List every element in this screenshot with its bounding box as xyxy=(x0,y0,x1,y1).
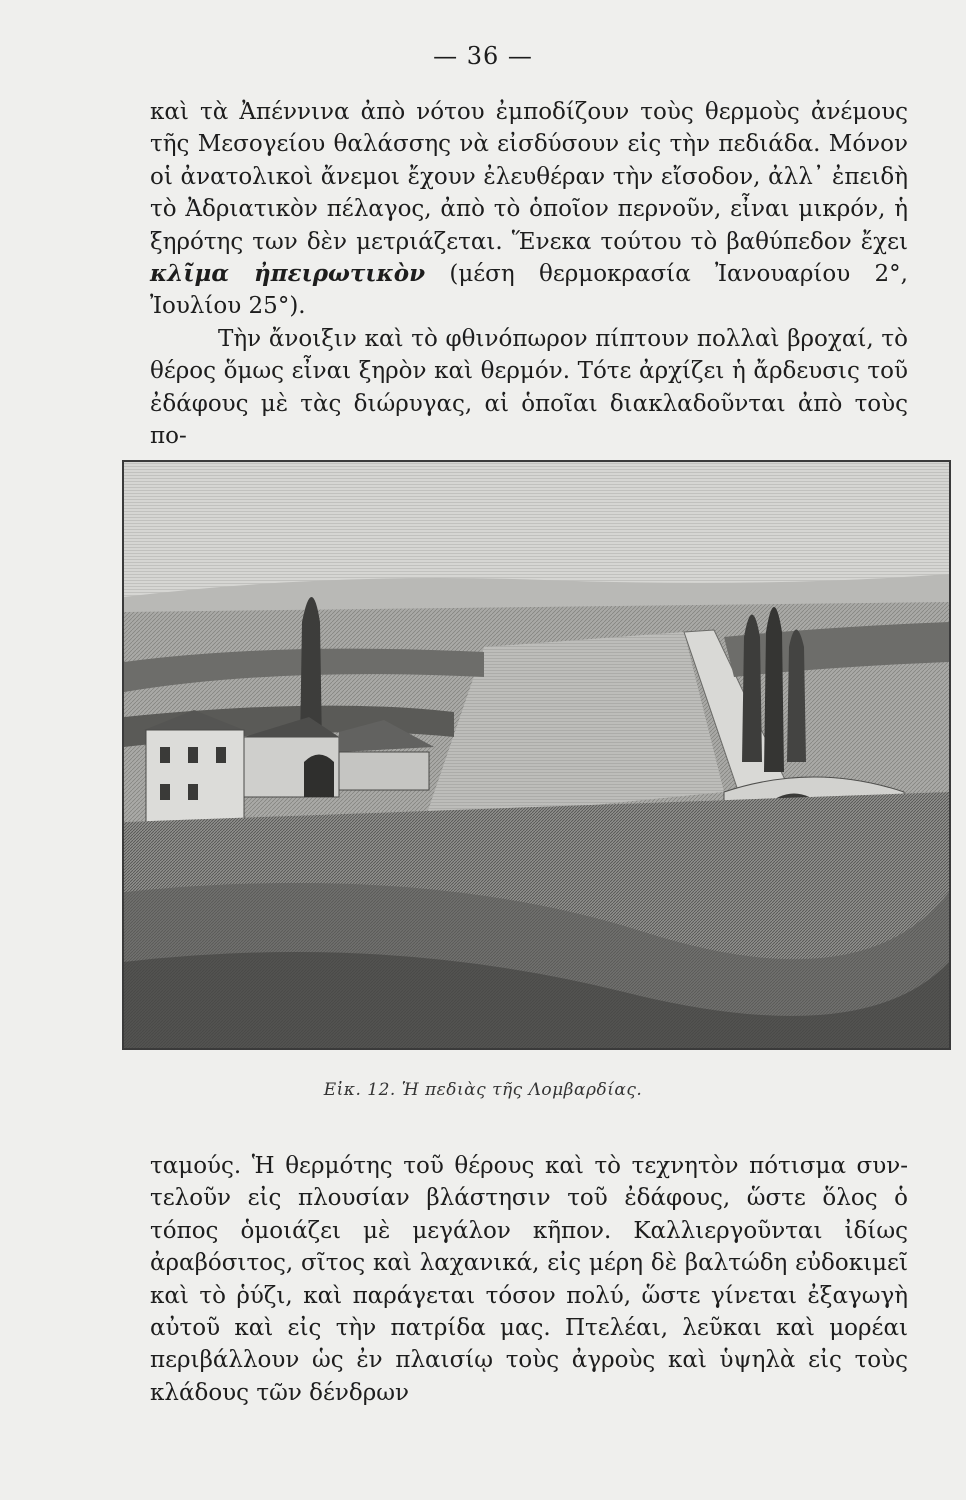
text-line: καὶ τὰ Ἀπέννινα ἀπὸ νότου ἐμποδίζουν τοὺς θερμοὺς ἀνέμους xyxy=(150,99,908,125)
climate-term: κλῖμα ἠπειρωτικὸν xyxy=(150,260,426,288)
text-line: ἐδάφους μὲ τὰς διώρυγας, αἱ ὁποῖαι διακλαδοῦνται ἀπὸ τοὺς πο- xyxy=(150,390,908,450)
text-line: καὶ παράγεται τόσον πολύ, ὥστε γίνεται ἐξαγωγὴ αὐτοῦ καὶ εἰς xyxy=(150,1282,909,1342)
text-line: τὸ Ἀδριατικὸν πέλαγος, ἀπὸ τὸ ὁποῖον περνοῦν, εἶναι μικρόν, xyxy=(150,196,886,223)
text-line: (μέση θερμοκρασία Ἰανουαρίου 2°, xyxy=(425,261,908,288)
text-line: ἔχει xyxy=(860,228,909,255)
text-line: θέρος ὅμως εἶναι ξηρὸν καὶ θερμόν. Τότε ἀρχίζει ἡ ἄρδευσις τοῦ xyxy=(150,358,908,385)
text-line: σῖτος καὶ λαχανικά, εἰς μέρη δὲ βαλτώδη εὐδοκιμεῖ καὶ τὸ ῥύζι, xyxy=(150,1250,908,1309)
text-line: Τὴν ἄνοιξιν καὶ τὸ φθινόπωρον πίπτουν πολλαὶ βροχαί, τὸ xyxy=(218,325,908,352)
figure-caption: Εἰκ. 12. Ἡ πεδιὰς τῆς Λομβαρδίας. xyxy=(323,1080,643,1100)
paragraph-2 xyxy=(150,323,908,453)
text-line: τῆς Μεσογείου θαλάσσης νὰ εἰσδύσουν εἰς τὴν πεδιάδα. Μόνον xyxy=(150,131,908,158)
text-line: ταμούς. Ἡ θερμότης τοῦ θέρους καὶ τὸ τεχνητὸν πότισμα συν- xyxy=(150,1153,908,1179)
text-line: Ἰουλίου 25°). xyxy=(150,293,306,320)
text-line: οἱ ἀνατολικοὶ ἄνεμοι ἔχουν ἐλευθέραν τὴν εἴσοδον, ἀλλ᾽ ἐπειδὴ xyxy=(150,163,908,190)
poplar xyxy=(742,615,762,763)
paragraph-1 xyxy=(150,96,908,323)
poplar xyxy=(787,630,806,763)
poplar xyxy=(764,607,784,772)
top-text-block xyxy=(150,96,908,452)
text-line: ὁμοιάζει μὲ μεγάλον κῆπον. Καλλιεργοῦνται ἰδίως ἀραβόσιτος, xyxy=(150,1217,908,1277)
bottom-text-block xyxy=(150,1150,908,1409)
text-line: τὴν πατρίδα μας. Πτελέαι, λεῦκαι καὶ μορέαι περιβάλλουν ὡς ἐν xyxy=(150,1315,909,1374)
paragraph-3 xyxy=(150,1150,908,1409)
text-line: πλαισίῳ τοὺς ἀγροὺς καὶ ὑψηλὰ εἰς τοὺς κλάδους τῶν δένδρων xyxy=(150,1347,909,1406)
text-line: τελοῦν εἰς πλουσίαν βλάστησιν τοῦ ἐδάφους, ὥστε ὅλος ὁ τόπος xyxy=(150,1185,908,1244)
text-line: ἡ ξηρότης των δὲν μετριάζεται. Ἕνεκα τούτου τὸ βαθύπεδον xyxy=(150,196,909,255)
lombardy-plain-engraving xyxy=(122,460,951,1050)
page-number: — 36 — xyxy=(433,42,533,70)
landscape-illustration xyxy=(124,462,949,1048)
